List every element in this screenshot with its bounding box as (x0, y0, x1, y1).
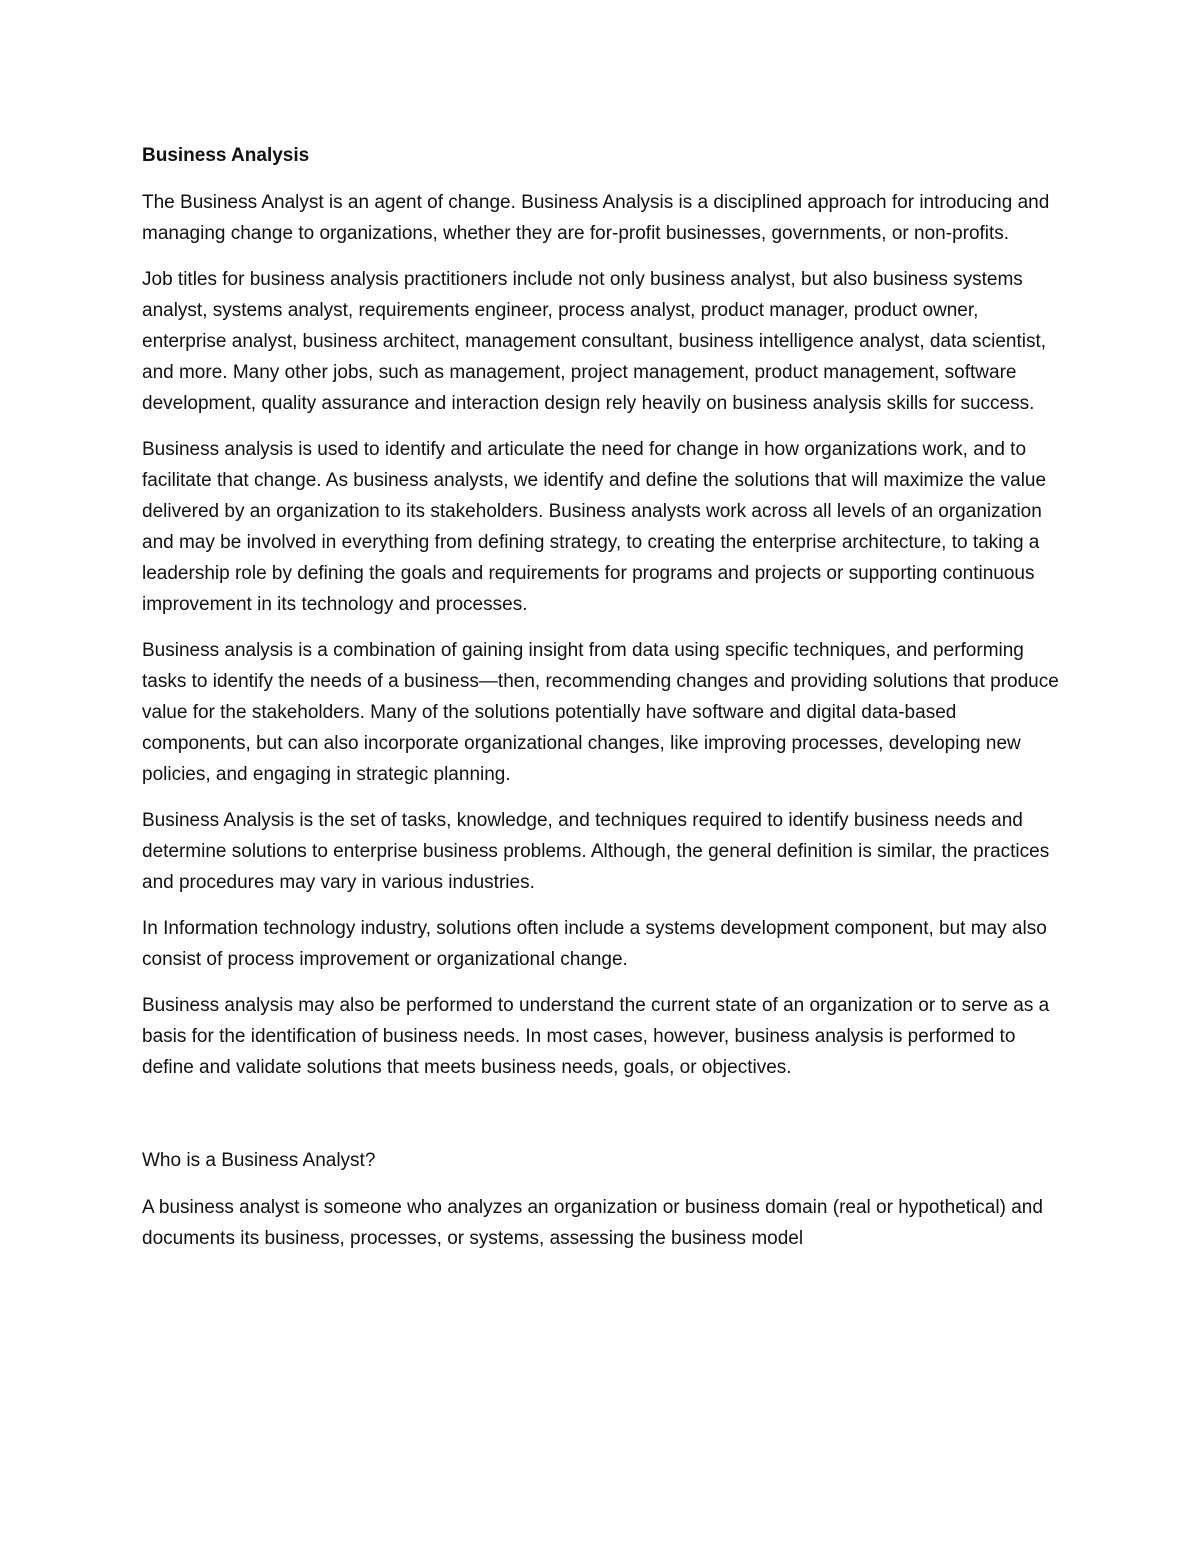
section-heading: Who is a Business Analyst? (142, 1150, 376, 1171)
paragraph: Business analysis is a combination of gaining insight from data using specific techniques, and performing tasks to identify the needs of a business—then, recommending changes and providing solutions that produce value for the stakeholders. Many of the solutions potentially have software and digital data-based components, but can also incorporate organizational changes, like improving processes, developing new policies, and engaging in strategic planning. (142, 640, 1059, 785)
paragraph: The Business Analyst is an agent of change. Business Analysis is a disciplined approach for introducing and managing change to organizations, whether they are for-profit businesses, governments, or non-profits. (142, 192, 1050, 244)
paragraph: A business analyst is someone who analyzes an organization or business domain (real or hypothetical) and documents its business, processes, or systems, assessing the business model (142, 1197, 1043, 1249)
document-title: Business Analysis (142, 145, 310, 166)
paragraph: Business analysis may also be performed to understand the current state of an organization or to serve as a basis for the identification of business needs. In most cases, however, business analysis is performed to define and validate solutions that meets business needs, goals, or objectives. (142, 995, 1050, 1078)
paragraph: Job titles for business analysis practitioners include not only business analyst, but also business systems analyst, systems analyst, requirements engineer, process analyst, product manager, product owner, enterprise analyst, business architect, management consultant, business intelligence analyst, data scientist, and more. Many other jobs, such as management, project management, product management, software development, quality assurance and interaction design rely heavily on business analysis skills for success. (142, 269, 1047, 414)
document-body (142, 140, 1060, 1269)
paragraph: Business analysis is used to identify and articulate the need for change in how organizations work, and to facilitate that change. As business analysts, we identify and define the solutions that will maximize the value delivered by an organization to its stakeholders. Business analysts work across all levels of an organization and may be involved in everything from defining strategy, to creating the enterprise architecture, to taking a leadership role by defining the goals and requirements for programs and projects or supporting continuous improvement in its technology and processes. (142, 439, 1047, 615)
paragraph: Business Analysis is the set of tasks, knowledge, and techniques required to identify business needs and determine solutions to enterprise business problems. Although, the general definition is similar, the practices and procedures may vary in various industries. (142, 810, 1050, 893)
paragraph: In Information technology industry, solutions often include a systems development component, but may also consist of process improvement or organizational change. (142, 918, 1047, 970)
